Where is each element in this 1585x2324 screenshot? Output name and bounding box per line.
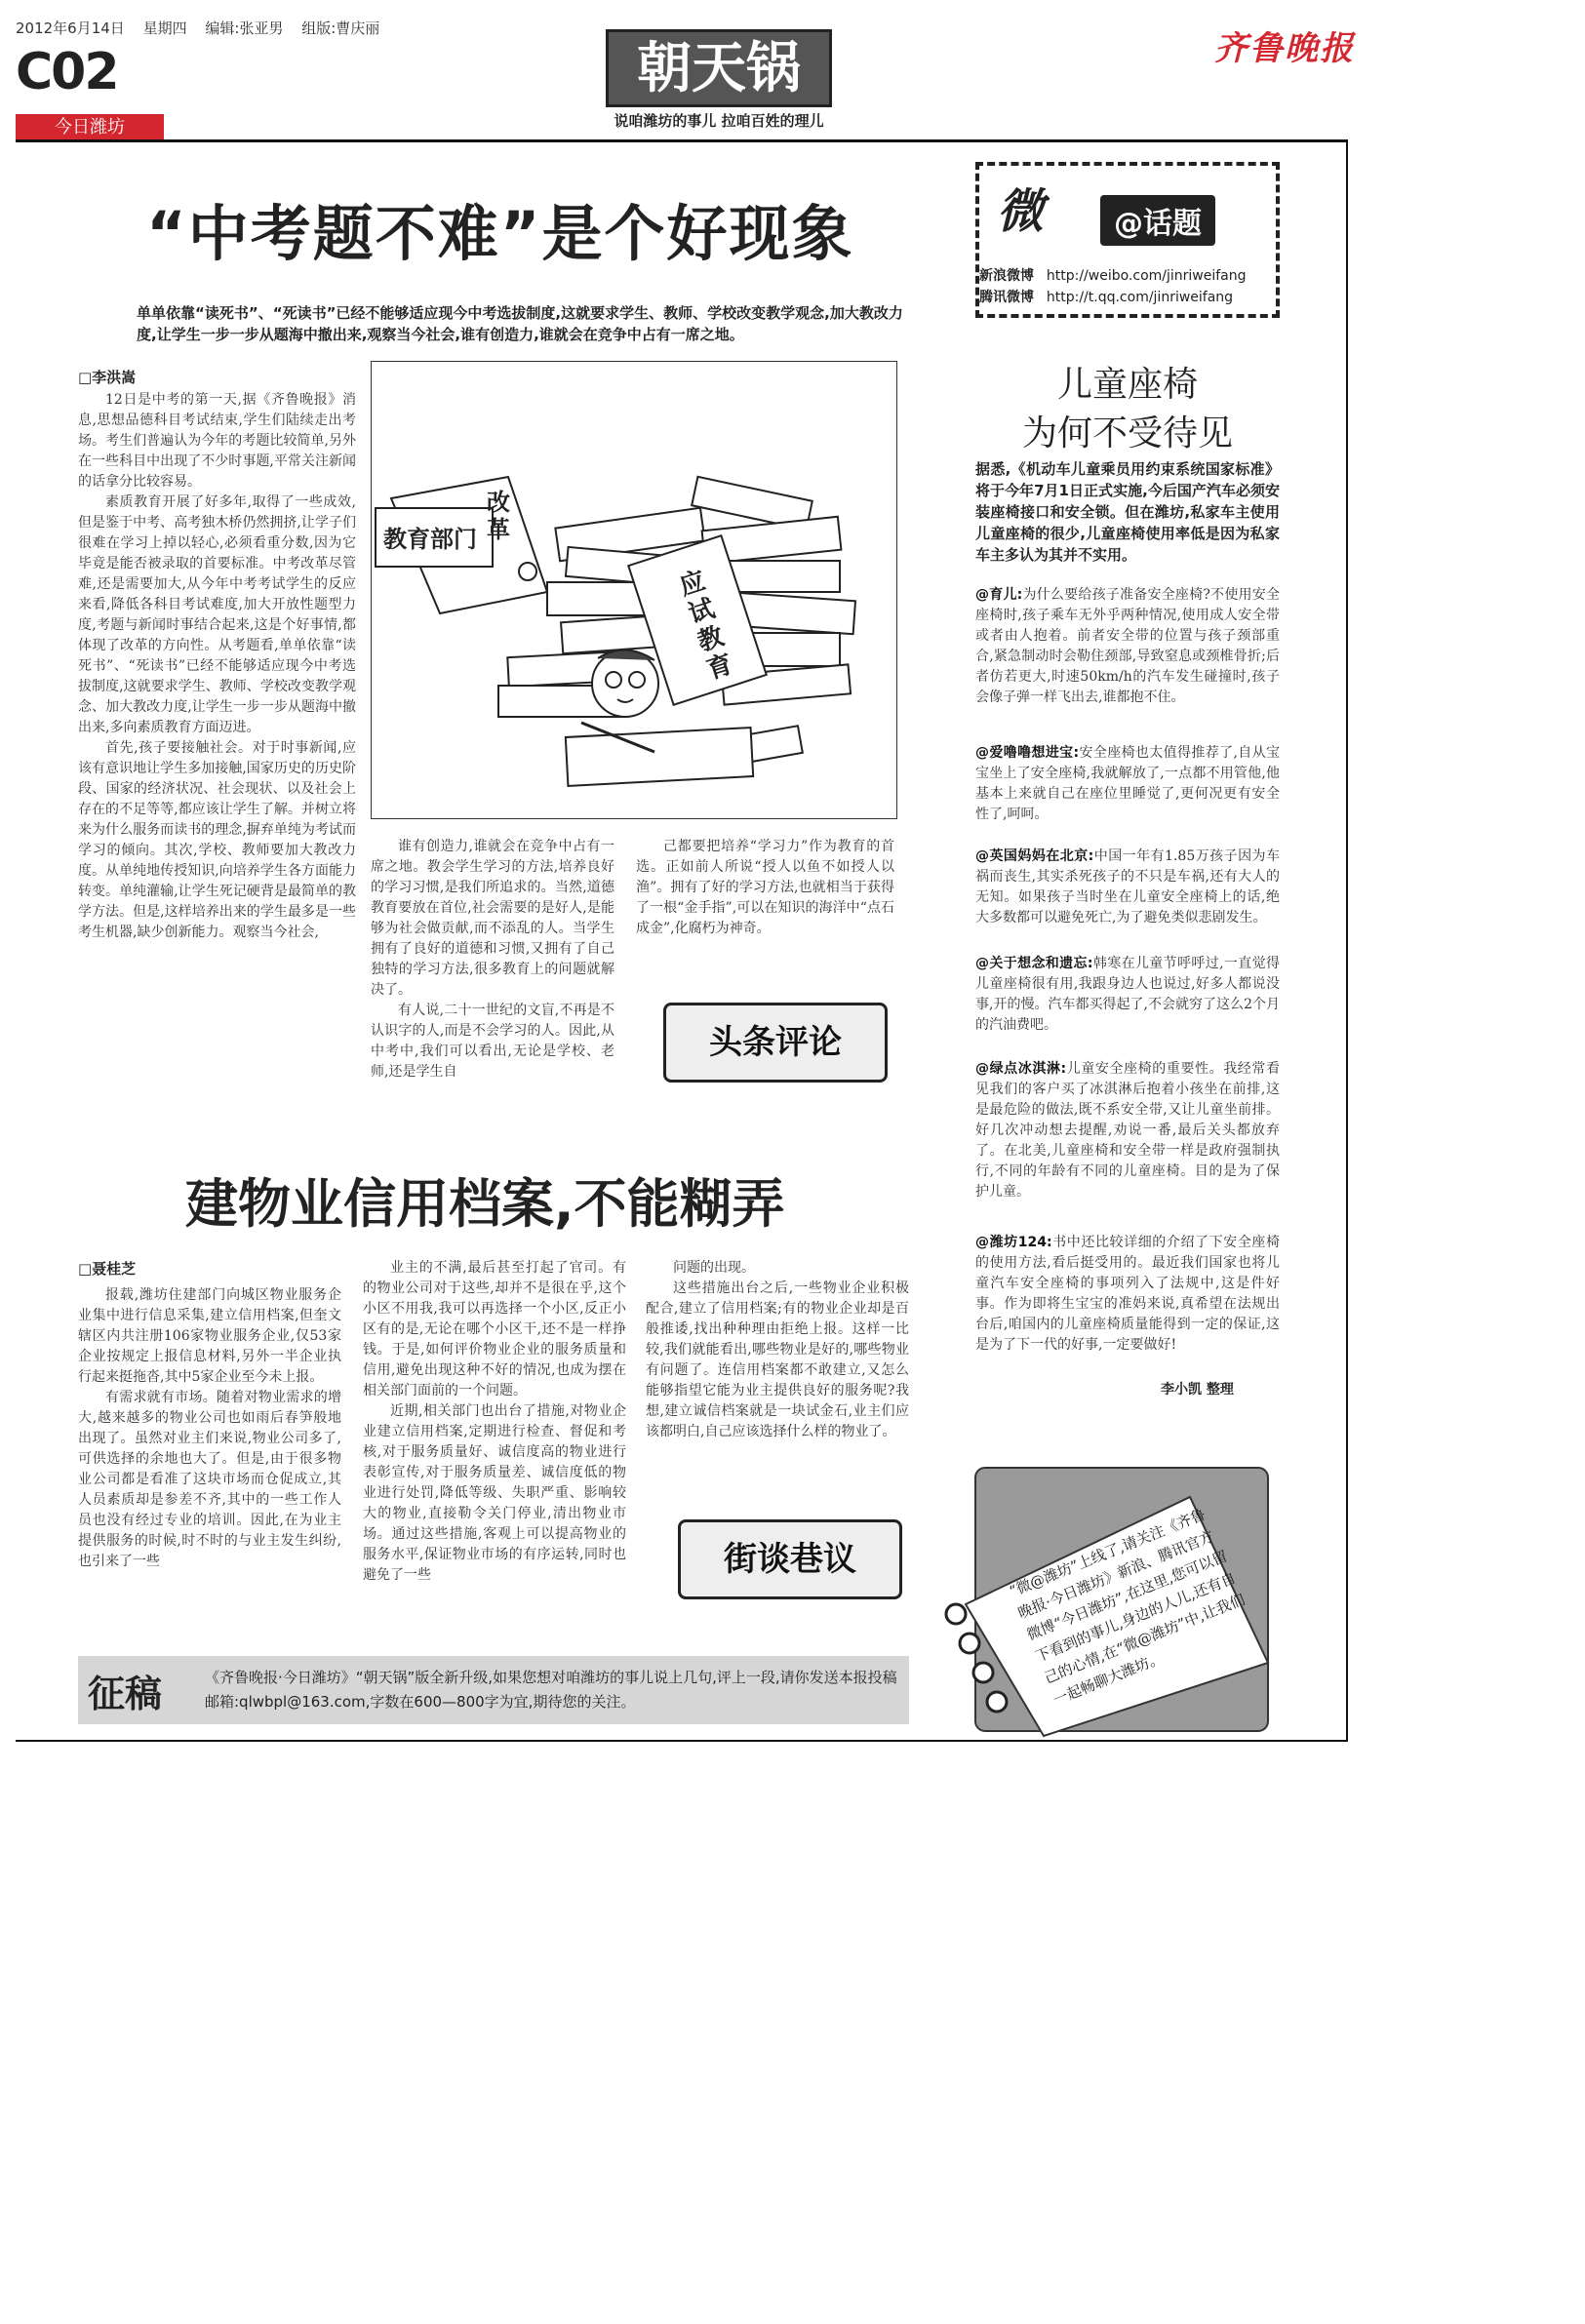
newspaper-logo: 齐鲁晚报 — [1214, 29, 1355, 68]
article2-column-2 — [363, 1258, 626, 1629]
street-talk-badge: 街谈巷议 — [678, 1519, 902, 1599]
cartoon-label-reform: 改革 — [487, 489, 510, 543]
article2-title: 建物业信用档案,不能糊弄 — [185, 1173, 785, 1235]
paragraph: 首先,孩子要接触社会。对于时事新闻,应该有意识地让学生多加接触,国家历史的历史阶段、国家的经济状况、社会现状、以及社会上存在的不足等等,都应该让学生了解。并树立将来为什么服务而读书的理念,摒弃单纯为考试而学习的倾向。其次,学校、教师要加大教改力度。从单纯地传授知识,向培养学生各方面能力转变。单纯灌输,让学生死记硬背是最简单的教学方法。但是,这样培养出来的学生最多是一些考生机器,缺少创新能力。观察当今社会, — [78, 740, 356, 940]
paragraph: 问题的出现。 — [673, 1260, 755, 1276]
at-symbol: @ — [1114, 207, 1143, 241]
sidebar-editor: 李小凯 整理 — [1161, 1382, 1234, 1398]
article2-column-1 — [78, 1285, 341, 1627]
post-author: @绿点冰淇淋: — [975, 1061, 1067, 1077]
post-text: 韩寒在儿童节呼呼过,一直觉得儿童座椅很有用,我跟身边人也说过,好多人都说没事,开的慢。汽车都买得起了,不会就穷了这么2个月的汽油费吧。 — [975, 956, 1281, 1033]
notice-label: 征稿 — [88, 1673, 163, 1715]
post-author: @关于想念和遗忘: — [975, 956, 1093, 971]
weibo-post — [975, 585, 1280, 708]
topic-tag — [1100, 195, 1215, 246]
sidebar-title-line2: 为何不受待见 — [1021, 414, 1233, 453]
post-author: @英国妈妈在北京: — [975, 848, 1094, 864]
notebook-graphic — [936, 1458, 1288, 1741]
headline-comment-badge: 头条评论 — [663, 1003, 888, 1083]
qq-weibo-label: 腾讯微博 — [979, 290, 1034, 305]
paragraph: 业主的不满,最后甚至打起了官司。有的物业公司对于这些,却并不是很在乎,这个小区不用我,我可以再选择一个小区,反正小区有的是,无论在哪个小区干,还不是一样挣钱。于是,如何评价物业企业的服务质量和信用,避免出现这种不好的情况,也成为摆在相关部门面前的一个问题。 — [363, 1260, 626, 1398]
weibo-post — [975, 1059, 1280, 1202]
topic-word: 话题 — [1143, 207, 1202, 241]
article1-cartoon — [371, 361, 897, 819]
paragraph: 报载,潍坊住建部门向城区物业服务企业集中进行信息采集,建立信用档案,但奎文辖区内共注册106家物业服务企业,仅53家企业按规定上报信息材料,另外一半企业执行起来挺拖沓,其中5家企业至今未上报。 — [78, 1287, 341, 1385]
column-masthead: 朝天锅 — [606, 29, 832, 107]
sidebar-lead: 据悉,《机动车儿童乘员用约束系统国家标准》将于今年7月1日正式实施,今后国产汽车必须安装座椅接口和安全锁。但在潍坊,私家车主使用儿童座椅的很少,儿童座椅使用率低是因为私家车主多认为其并不实用。 — [975, 460, 1280, 564]
sina-weibo-line — [979, 265, 1247, 285]
paragraph: 近期,相关部门也出台了措施,对物业企业建立信用档案,定期进行检查、督促和考核,对于服务质量好、诚信度高的物业进行表彰宣传,对于服务质量差、诚信度低的物业进行处罚,降低等级、失职严重、影响较大的物业,直接勒令关门停业,清出物业市场。通过这些措施,客观上可以提高物业的服务水平,保证物业市场的有序运转,同时也避免了一些 — [363, 1403, 626, 1583]
article1-column-3 — [636, 837, 894, 964]
sidebar-title-line1: 儿童座椅 — [1056, 365, 1198, 405]
weibo-post — [975, 847, 1280, 928]
issue-layout-editor: 组版:曹庆丽 — [301, 20, 380, 37]
issue-editor: 编辑:张亚男 — [205, 20, 284, 37]
issue-weekday: 星期四 — [142, 20, 187, 37]
qq-weibo-url[interactable]: http://t.qq.com/jinriweifang — [1046, 290, 1234, 305]
paragraph: 有人说,二十一世纪的文盲,不再是不认识字的人,而是不会学习的人。因此,从中考中,我们可以看出,无论是学校、老师,还是学生自 — [371, 1003, 614, 1080]
post-text: 中国一年有1.85万孩子因为车祸而丧生,其实杀死孩子的不只是车祸,还有大人的无知。如果孩子当时坐在儿童安全座椅上的话,绝大多数都可以避免死亡,为了避免类似悲剧发生。 — [975, 848, 1280, 926]
weibo-post — [975, 1233, 1280, 1356]
article1-title: “中考题不难”是个好现象 — [146, 198, 854, 269]
article2-column-3 — [646, 1258, 909, 1482]
sina-weibo-url[interactable]: http://weibo.com/jinriweifang — [1046, 268, 1247, 284]
post-author: @潍坊124: — [975, 1235, 1052, 1250]
issue-date: 2012年6月14日 — [16, 20, 125, 37]
column-slogan: 说咱潍坊的事儿 拉咱百姓的理儿 — [614, 112, 824, 130]
notice-text: 《齐鲁晚报·今日潍坊》“朝天锅”版全新升级,如果您想对咱潍坊的事儿说上几句,评上一段,请你发送本报投稿邮箱:qlwbpl@163.com,字数在600—800字为宜,期待您的关注。 — [205, 1669, 897, 1711]
weibo-logo: 微 — [997, 184, 1045, 239]
article1-byline: □李洪嵩 — [78, 369, 137, 386]
article1-dek: 单单依靠“读死书”、“死读书”已经不能够适应现今中考选拔制度,这就要求学生、教师、学校改变教学观念,加大教改力度,让学生一步一步从题海中撤出来,观察当今社会,谁有创造力,谁就会在竞争中占有一席之地。 — [137, 304, 903, 343]
article1-column-1 — [78, 390, 356, 1107]
article2-byline: □聂桂芝 — [78, 1260, 137, 1278]
post-text: 书中还比较详细的介绍了下安全座椅的使用方法,看后挺受用的。最近我们国家也将儿童汽车安全座椅的事项列入了法规中,这是件好事。作为即将生宝宝的准妈来说,真希望在法规出台后,咱国内的儿童座椅质量能得到一定的保证,这是为了下一代的好事,一定要做好! — [975, 1235, 1281, 1353]
post-author: @爱噜噜想进宝: — [975, 745, 1080, 761]
weibo-post — [975, 954, 1280, 1036]
post-text: 为什么要给孩子准备安全座椅?不使用安全座椅时,孩子乘车无外乎两种情况,使用成人安全带或者由人抱着。前者安全带的位置与孩子颈部重合,紧急制动时会勒住颈部,导致窒息或颈椎骨折;后者仿若更大,时速50km/h的汽车发生碰撞时,孩子会像子弹一样飞出去,谁都抱不住。 — [975, 587, 1280, 705]
paragraph: 素质教育开展了好多年,取得了一些成效,但是鉴于中考、高考独木桥仍然拥挤,让学子们很难在学习上掉以轻心,必须看重分数,因为它毕竟是能否被录取的首要标准。中考改革尽管难,还是需要加大,从今年中考考试学生的反应来看,降低各科目考试难度,加大开放性题型力度,考题与新闻时事结合起来,这是个好事情,都体现了改革的方向性。从考题看,单单依靠“读死书”、“死读书”已经不能够适应现今中考选拔制度,这就要求学生、教师、学校改变教学观念、加大教改力度,让学生一步一步从题海中撤出来,多向素质教育方面迈进。 — [78, 494, 356, 735]
page-code: C02 — [16, 43, 118, 101]
paragraph: 12日是中考的第一天,据《齐鲁晚报》消息,思想品德科目考试结束,学生们陆续走出考场。考生们普遍认为今年的考题比较简单,另外在一些科目中出现了不少时事题,平常关注新闻的话拿分比较容易。 — [78, 392, 356, 490]
paragraph: 己都要把培养“学习力”作为教育的首选。正如前人所说“授人以鱼不如授人以渔”。拥有了好的学习方法,也就相当于获得了一根“金手指”,可以在知识的海洋中“点石成金”,化腐朽为神奇。 — [636, 839, 894, 936]
notebook-text: “微@潍坊”上线了,请关注《齐鲁晚报·今日潍坊》新浪、腾讯官方微博“今日潍坊”,在这里,您可以留下看到的事儿,身边的人儿,还有自己的心情,在“微@潍坊”中,让我们一起畅聊大潍坊。 — [1007, 1505, 1248, 1710]
cartoon-label-exam: 应试教育 — [676, 566, 737, 686]
cartoon-illustration — [372, 362, 896, 818]
paragraph: 有需求就有市场。随着对物业需求的增大,越来越多的物业公司也如雨后春笋般地出现了。虽然对业主们来说,物业公司多了,可供选择的余地也大了。但是,由于很多物业公司都是看准了这块市场而仓促成立,其人员素质却是参差不齐,其中的一些工作人员也没有经过专业的培训。因此,在为业主提供服务的时候,时不时的与业主发生纠纷,也引来了一些 — [78, 1390, 341, 1569]
cartoon-label-department: 教育部门 — [383, 526, 477, 553]
post-text: 安全座椅也太值得推荐了,自从宝宝坐上了安全座椅,我就解放了,一点都不用管他,他基本上来就自己在座位里睡觉了,更何况更有安全性了,呵呵。 — [975, 745, 1280, 822]
sina-weibo-label: 新浪微博 — [979, 268, 1034, 284]
paragraph: 这些措施出台之后,一些物业企业积极配合,建立了信用档案;有的物业企业却是百般推诿,找出种种理由拒绝上报。这样一比较,我们就能看出,哪些物业是好的,哪些物业有问题了。连信用档案都不敢建立,又怎么能够指望它能为业主提供良好的服务呢?我想,建立诚信档案就是一块试金石,业主们应该都明白,自己应该选择什么样的物业了。 — [646, 1280, 909, 1439]
weibo-post — [975, 743, 1280, 825]
section-label: 今日潍坊 — [16, 114, 164, 141]
paragraph: 谁有创造力,谁就会在竞争中占有一席之地。教会学生学习的方法,培养良好的学习习惯,是我们所追求的。当然,道德教育要放在首位,社会需要的是好人,是能够为社会做贡献,而不添乱的人。当学生拥有了良好的道德和习惯,又拥有了自己独特的学习方法,很多教育上的问题就解决了。 — [371, 839, 614, 998]
issue-meta — [16, 18, 393, 38]
article1-column-2 — [371, 837, 614, 1110]
qq-weibo-line — [979, 287, 1233, 306]
post-text: 儿童安全座椅的重要性。我经常看见我们的客户买了冰淇淋后抱着小孩坐在前排,这是最危险的做法,既不系安全带,又让儿童坐前排。好几次冲动想去提醒,劝说一番,最后关头都放弃了。在北美,儿童座椅和安全带一样是政府强制执行,不同的年龄有不同的儿童座椅。目的是为了保护儿童。 — [975, 1061, 1280, 1200]
post-author: @育儿: — [975, 587, 1023, 603]
